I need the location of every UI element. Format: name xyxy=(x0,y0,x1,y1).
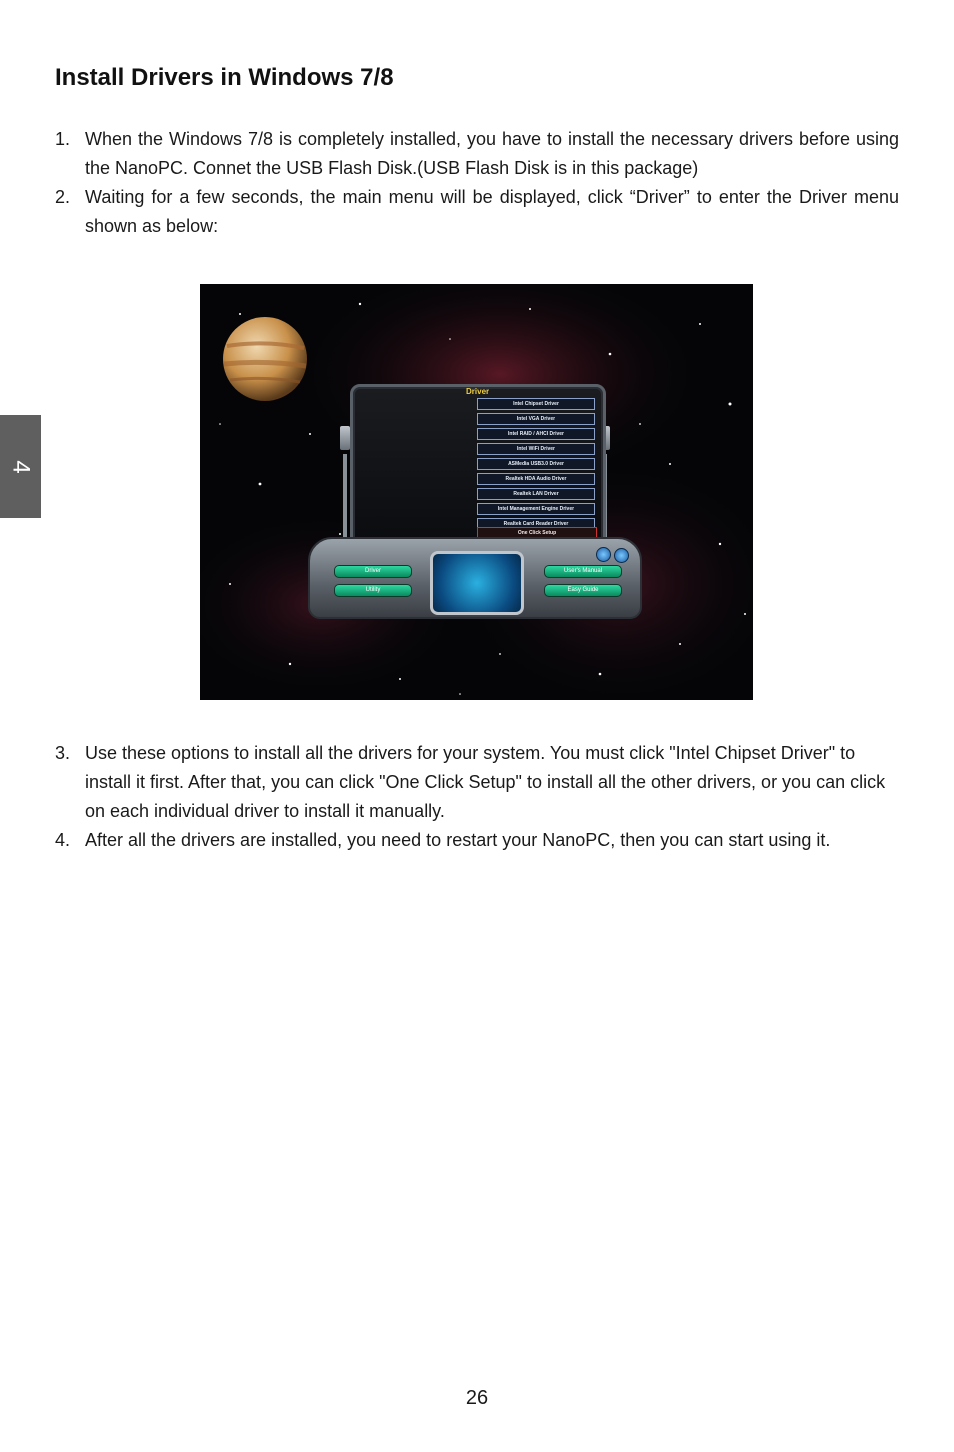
driver-realtek-card-reader[interactable]: Realtek Card Reader Driver xyxy=(477,518,595,530)
list-item xyxy=(55,739,899,826)
close-icon[interactable] xyxy=(614,548,629,563)
driver-menu-screenshot xyxy=(200,284,753,700)
utility-button[interactable]: Utility xyxy=(334,584,412,597)
driver-intel-chipset[interactable]: Intel Chipset Driver xyxy=(477,398,595,410)
left-pole-cap xyxy=(340,426,350,450)
driver-intel-wifi[interactable]: Intel WiFi Driver xyxy=(477,443,595,455)
driver-intel-management-engine[interactable]: Intel Management Engine Driver xyxy=(477,503,595,515)
page-title: Install Drivers in Windows 7/8 xyxy=(55,64,394,91)
driver-intel-raid-ahci[interactable]: Intel RAID / AHCI Driver xyxy=(477,428,595,440)
control-console xyxy=(308,537,642,619)
driver-list xyxy=(477,398,595,533)
driver-button[interactable]: Driver xyxy=(334,565,412,578)
easy-guide-button[interactable]: Easy Guide xyxy=(544,584,622,597)
list-item xyxy=(55,826,899,855)
list-item-number: 1. xyxy=(55,129,71,149)
list-item-number: 4. xyxy=(55,830,71,850)
steps-list-top xyxy=(55,125,899,241)
chapter-number: 4 xyxy=(7,459,35,474)
list-item-text: Use these options to install all the drivers for your system. You must click "Intel Chipset Driver" to install it first. After that, you can click "One Click Setup" to install all the other drivers, or you can click on each individual driver to install it manually. xyxy=(85,743,886,821)
one-click-setup-button[interactable]: One Click Setup xyxy=(477,527,597,539)
help-icon[interactable] xyxy=(596,547,611,562)
list-item-text: Waiting for a few seconds, the main menu will be displayed, click “Driver” to enter the Driver menu shown as below: xyxy=(85,187,899,236)
left-pole xyxy=(343,454,347,542)
chapter-tab xyxy=(0,415,41,518)
list-item xyxy=(55,125,899,183)
list-item-number: 3. xyxy=(55,743,71,763)
users-manual-button[interactable]: User's Manual xyxy=(544,565,622,578)
driver-realtek-lan[interactable]: Realtek LAN Driver xyxy=(477,488,595,500)
list-item-text: After all the drivers are installed, you need to restart your NanoPC, then you can start using it. xyxy=(85,830,831,850)
driver-intel-vga[interactable]: Intel VGA Driver xyxy=(477,413,595,425)
driver-asmedia-usb3[interactable]: ASMedia USB3.0 Driver xyxy=(477,458,595,470)
list-item-text: When the Windows 7/8 is completely installed, you have to install the necessary drivers before using the NanoPC. Connet the USB Flash Disk.(USB Flash Disk is in this package) xyxy=(85,129,899,178)
list-item xyxy=(55,183,899,241)
driver-panel xyxy=(350,384,606,545)
list-item-number: 2. xyxy=(55,187,71,207)
driver-realtek-hda-audio[interactable]: Realtek HDA Audio Driver xyxy=(477,473,595,485)
console-screen xyxy=(430,551,524,615)
panel-title: Driver xyxy=(466,387,490,396)
steps-list-bottom xyxy=(55,739,899,855)
page-number: 26 xyxy=(465,1387,489,1409)
